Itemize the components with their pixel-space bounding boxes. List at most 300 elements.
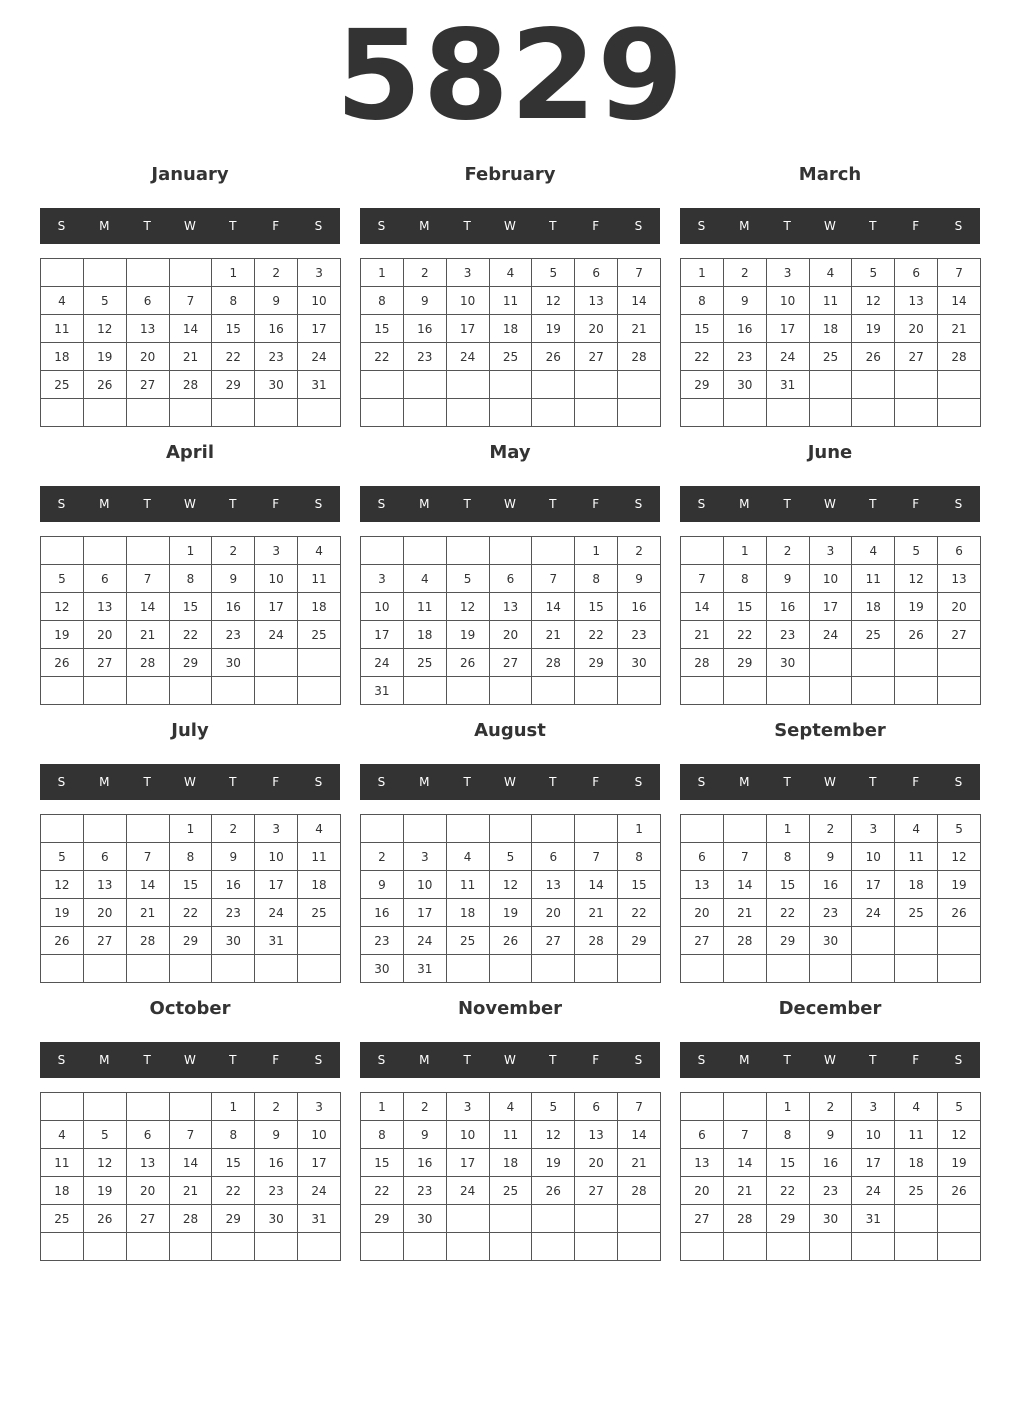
empty-day-cell	[83, 259, 126, 287]
day-cell: 5	[895, 537, 938, 565]
empty-day-cell	[361, 1233, 404, 1261]
week-row	[361, 565, 661, 593]
day-cell: 30	[809, 927, 852, 955]
day-cell: 10	[852, 1121, 895, 1149]
week-row	[361, 287, 661, 315]
empty-day-cell	[361, 399, 404, 427]
day-cell: 31	[403, 955, 446, 983]
empty-day-cell	[809, 649, 852, 677]
day-cell: 4	[895, 815, 938, 843]
day-cell: 27	[575, 1177, 618, 1205]
day-cell: 25	[489, 343, 532, 371]
day-cell: 19	[852, 315, 895, 343]
day-cell: 20	[489, 621, 532, 649]
day-cell: 24	[852, 899, 895, 927]
day-cell: 28	[938, 343, 981, 371]
month-name: August	[474, 720, 546, 741]
week-row	[681, 1177, 981, 1205]
week-row	[41, 565, 341, 593]
day-cell: 7	[126, 565, 169, 593]
month-name: June	[807, 442, 853, 463]
week-row	[681, 565, 981, 593]
week-row	[681, 955, 981, 983]
day-cell: 21	[723, 899, 766, 927]
empty-day-cell	[403, 815, 446, 843]
day-cell: 9	[403, 1121, 446, 1149]
day-cell: 23	[403, 343, 446, 371]
weekday-label: T	[463, 1053, 471, 1067]
empty-day-cell	[403, 371, 446, 399]
day-cell: 14	[723, 871, 766, 899]
day-cell: 26	[446, 649, 489, 677]
day-cell: 24	[852, 1177, 895, 1205]
week-row	[41, 677, 341, 705]
empty-day-cell	[852, 649, 895, 677]
month-name: October	[149, 998, 231, 1019]
day-cell: 12	[41, 593, 84, 621]
day-cell: 1	[766, 815, 809, 843]
day-cell: 14	[723, 1149, 766, 1177]
day-cell: 11	[298, 565, 341, 593]
day-cell: 25	[41, 371, 84, 399]
day-cell: 16	[618, 593, 661, 621]
weekday-label: T	[549, 497, 557, 511]
day-cell: 7	[169, 287, 212, 315]
day-cell: 30	[723, 371, 766, 399]
weekday-label: W	[824, 497, 836, 511]
empty-day-cell	[489, 1233, 532, 1261]
empty-day-cell	[83, 399, 126, 427]
empty-day-cell	[766, 955, 809, 983]
day-cell: 14	[532, 593, 575, 621]
day-cell: 15	[361, 315, 404, 343]
day-cell: 19	[938, 1149, 981, 1177]
weekday-label: M	[739, 219, 750, 233]
empty-day-cell	[212, 677, 255, 705]
month-september	[680, 716, 980, 996]
week-row	[361, 1121, 661, 1149]
empty-day-cell	[618, 677, 661, 705]
day-cell: 30	[255, 371, 298, 399]
day-cell: 7	[618, 1093, 661, 1121]
day-cell: 1	[212, 1093, 255, 1121]
day-cell: 22	[212, 343, 255, 371]
day-cell: 21	[723, 1177, 766, 1205]
day-cell: 21	[618, 315, 661, 343]
empty-day-cell	[446, 677, 489, 705]
day-cell: 27	[83, 927, 126, 955]
weekday-label: M	[739, 1053, 750, 1067]
day-cell: 26	[895, 621, 938, 649]
day-cell: 22	[212, 1177, 255, 1205]
day-cell: 5	[83, 287, 126, 315]
day-cell: 20	[126, 1177, 169, 1205]
day-cell: 24	[298, 1177, 341, 1205]
empty-day-cell	[83, 815, 126, 843]
day-cell: 23	[255, 343, 298, 371]
day-cell: 25	[809, 343, 852, 371]
day-cell: 19	[532, 1149, 575, 1177]
day-cell: 2	[212, 815, 255, 843]
day-cell: 30	[212, 649, 255, 677]
day-cell: 5	[83, 1121, 126, 1149]
day-cell: 1	[169, 537, 212, 565]
day-cell: 22	[618, 899, 661, 927]
weekday-label: M	[99, 775, 110, 789]
empty-day-cell	[298, 399, 341, 427]
day-cell: 12	[489, 871, 532, 899]
week-row	[681, 1149, 981, 1177]
day-cell: 28	[723, 927, 766, 955]
empty-day-cell	[809, 955, 852, 983]
day-cell: 30	[361, 955, 404, 983]
week-row	[41, 815, 341, 843]
day-cell: 13	[126, 315, 169, 343]
weekday-label: S	[954, 497, 963, 511]
day-cell: 22	[361, 1177, 404, 1205]
day-cell: 8	[212, 287, 255, 315]
month-august	[360, 716, 660, 996]
day-cell: 26	[852, 343, 895, 371]
weekday-header	[40, 1042, 340, 1078]
day-cell: 7	[532, 565, 575, 593]
day-cell: 29	[212, 1205, 255, 1233]
empty-day-cell	[895, 677, 938, 705]
weekday-label: F	[272, 1053, 280, 1067]
day-cell: 19	[446, 621, 489, 649]
day-cell: 23	[809, 1177, 852, 1205]
day-cell: 9	[212, 565, 255, 593]
day-cell: 15	[212, 1149, 255, 1177]
month-november	[360, 994, 660, 1274]
day-cell: 7	[169, 1121, 212, 1149]
week-row	[361, 899, 661, 927]
day-cell: 14	[126, 871, 169, 899]
day-cell: 12	[83, 1149, 126, 1177]
day-cell: 8	[766, 1121, 809, 1149]
day-cell: 19	[938, 871, 981, 899]
week-row	[41, 927, 341, 955]
weekday-label: T	[143, 1053, 151, 1067]
weekday-label: T	[229, 1053, 237, 1067]
day-grid	[680, 1092, 981, 1261]
day-cell: 21	[169, 1177, 212, 1205]
empty-day-cell	[212, 955, 255, 983]
empty-day-cell	[852, 677, 895, 705]
day-cell: 14	[169, 315, 212, 343]
week-row	[41, 537, 341, 565]
day-cell: 2	[212, 537, 255, 565]
empty-day-cell	[681, 537, 724, 565]
day-cell: 1	[361, 1093, 404, 1121]
day-cell: 10	[403, 871, 446, 899]
weekday-label: T	[463, 497, 471, 511]
week-row	[41, 343, 341, 371]
weekday-label: S	[377, 1053, 386, 1067]
day-cell: 6	[938, 537, 981, 565]
day-cell: 11	[895, 843, 938, 871]
empty-day-cell	[489, 677, 532, 705]
day-cell: 18	[809, 315, 852, 343]
month-july	[40, 716, 340, 996]
day-cell: 17	[298, 315, 341, 343]
day-cell: 7	[681, 565, 724, 593]
empty-day-cell	[618, 1233, 661, 1261]
empty-day-cell	[723, 815, 766, 843]
day-cell: 3	[255, 537, 298, 565]
day-cell: 11	[403, 593, 446, 621]
day-cell: 14	[575, 871, 618, 899]
day-cell: 21	[618, 1149, 661, 1177]
empty-day-cell	[532, 955, 575, 983]
weekday-label: T	[143, 497, 151, 511]
week-row	[361, 1093, 661, 1121]
empty-day-cell	[575, 1205, 618, 1233]
empty-day-cell	[895, 399, 938, 427]
day-cell: 22	[361, 343, 404, 371]
month-name: April	[165, 442, 215, 463]
day-cell: 3	[809, 537, 852, 565]
day-cell: 6	[489, 565, 532, 593]
year-title: 5829	[335, 4, 685, 148]
weekday-label: M	[99, 219, 110, 233]
day-cell: 18	[489, 1149, 532, 1177]
day-cell: 11	[489, 1121, 532, 1149]
day-cell: 9	[361, 871, 404, 899]
day-cell: 3	[852, 1093, 895, 1121]
day-grid	[40, 814, 341, 983]
day-cell: 15	[169, 871, 212, 899]
empty-day-cell	[41, 815, 84, 843]
day-cell: 15	[575, 593, 618, 621]
weekday-label: W	[184, 1053, 196, 1067]
empty-day-cell	[126, 399, 169, 427]
day-cell: 17	[852, 871, 895, 899]
day-cell: 16	[809, 1149, 852, 1177]
day-cell: 13	[938, 565, 981, 593]
week-row	[41, 955, 341, 983]
day-cell: 7	[618, 259, 661, 287]
day-cell: 4	[895, 1093, 938, 1121]
day-cell: 1	[766, 1093, 809, 1121]
empty-day-cell	[895, 1233, 938, 1261]
day-cell: 27	[938, 621, 981, 649]
day-cell: 27	[681, 927, 724, 955]
empty-day-cell	[169, 1093, 212, 1121]
day-cell: 31	[255, 927, 298, 955]
day-grid	[40, 536, 341, 705]
day-cell: 17	[255, 871, 298, 899]
day-cell: 10	[361, 593, 404, 621]
day-cell: 5	[532, 1093, 575, 1121]
day-cell: 26	[489, 927, 532, 955]
day-cell: 6	[83, 843, 126, 871]
weekday-label: F	[912, 497, 920, 511]
day-cell: 12	[938, 843, 981, 871]
day-cell: 3	[255, 815, 298, 843]
day-cell: 14	[169, 1149, 212, 1177]
empty-day-cell	[681, 677, 724, 705]
day-cell: 9	[403, 287, 446, 315]
weekday-header	[40, 764, 340, 800]
empty-day-cell	[852, 399, 895, 427]
weekday-label: T	[869, 775, 877, 789]
day-cell: 30	[618, 649, 661, 677]
day-cell: 18	[895, 871, 938, 899]
day-cell: 15	[618, 871, 661, 899]
empty-day-cell	[41, 399, 84, 427]
week-row	[361, 1177, 661, 1205]
day-cell: 15	[169, 593, 212, 621]
empty-day-cell	[126, 1233, 169, 1261]
empty-day-cell	[895, 649, 938, 677]
day-cell: 29	[212, 371, 255, 399]
week-row	[41, 621, 341, 649]
weekday-label: W	[184, 775, 196, 789]
day-cell: 31	[852, 1205, 895, 1233]
day-cell: 13	[575, 287, 618, 315]
empty-day-cell	[532, 371, 575, 399]
day-cell: 8	[169, 843, 212, 871]
week-row	[681, 649, 981, 677]
day-cell: 22	[169, 621, 212, 649]
day-cell: 19	[489, 899, 532, 927]
day-cell: 18	[41, 343, 84, 371]
day-cell: 23	[361, 927, 404, 955]
day-cell: 9	[255, 287, 298, 315]
weekday-label: T	[143, 775, 151, 789]
weekday-label: S	[697, 1053, 706, 1067]
empty-day-cell	[618, 1205, 661, 1233]
empty-day-cell	[169, 259, 212, 287]
day-cell: 3	[403, 843, 446, 871]
day-cell: 2	[403, 1093, 446, 1121]
day-cell: 24	[766, 343, 809, 371]
day-cell: 19	[41, 899, 84, 927]
day-cell: 10	[255, 565, 298, 593]
day-cell: 5	[532, 259, 575, 287]
empty-day-cell	[681, 1093, 724, 1121]
day-cell: 8	[361, 1121, 404, 1149]
day-cell: 14	[681, 593, 724, 621]
day-cell: 18	[298, 871, 341, 899]
day-cell: 9	[809, 1121, 852, 1149]
weekday-label: S	[377, 497, 386, 511]
day-cell: 24	[446, 343, 489, 371]
empty-day-cell	[403, 537, 446, 565]
weekday-label: T	[549, 775, 557, 789]
day-cell: 26	[41, 649, 84, 677]
day-cell: 18	[852, 593, 895, 621]
day-cell: 11	[809, 287, 852, 315]
empty-day-cell	[41, 955, 84, 983]
day-cell: 2	[403, 259, 446, 287]
empty-day-cell	[298, 1233, 341, 1261]
weekday-header	[360, 1042, 660, 1078]
day-cell: 16	[361, 899, 404, 927]
day-grid	[680, 258, 981, 427]
week-row	[681, 815, 981, 843]
empty-day-cell	[895, 955, 938, 983]
empty-day-cell	[361, 371, 404, 399]
weekday-label: T	[869, 219, 877, 233]
month-december	[680, 994, 980, 1274]
day-cell: 10	[809, 565, 852, 593]
day-cell: 2	[809, 815, 852, 843]
day-cell: 1	[169, 815, 212, 843]
day-cell: 30	[766, 649, 809, 677]
weekday-label: W	[824, 219, 836, 233]
empty-day-cell	[532, 537, 575, 565]
day-cell: 13	[575, 1121, 618, 1149]
week-row	[681, 677, 981, 705]
empty-day-cell	[618, 371, 661, 399]
weekday-label: S	[697, 497, 706, 511]
month-name: September	[774, 720, 886, 741]
weekday-label: S	[57, 775, 66, 789]
weekday-label: S	[697, 775, 706, 789]
day-cell: 16	[255, 1149, 298, 1177]
day-cell: 20	[83, 899, 126, 927]
day-cell: 20	[681, 899, 724, 927]
day-cell: 8	[169, 565, 212, 593]
day-cell: 21	[532, 621, 575, 649]
day-cell: 26	[83, 371, 126, 399]
weekday-label: S	[954, 775, 963, 789]
day-cell: 16	[809, 871, 852, 899]
empty-day-cell	[361, 537, 404, 565]
day-cell: 6	[83, 565, 126, 593]
empty-day-cell	[895, 927, 938, 955]
day-cell: 20	[895, 315, 938, 343]
weekday-label: F	[912, 775, 920, 789]
weekday-label: S	[634, 1053, 643, 1067]
day-cell: 11	[852, 565, 895, 593]
day-cell: 14	[618, 1121, 661, 1149]
weekday-label: M	[419, 775, 430, 789]
day-cell: 16	[212, 593, 255, 621]
day-cell: 27	[575, 343, 618, 371]
day-cell: 3	[852, 815, 895, 843]
day-cell: 31	[298, 371, 341, 399]
day-cell: 12	[938, 1121, 981, 1149]
day-cell: 17	[255, 593, 298, 621]
week-row	[681, 259, 981, 287]
weekday-label: S	[634, 497, 643, 511]
weekday-label: M	[419, 497, 430, 511]
day-cell: 19	[83, 343, 126, 371]
empty-day-cell	[852, 1233, 895, 1261]
day-cell: 20	[575, 315, 618, 343]
day-cell: 29	[618, 927, 661, 955]
week-row	[361, 371, 661, 399]
week-row	[681, 371, 981, 399]
day-cell: 5	[446, 565, 489, 593]
day-cell: 11	[41, 315, 84, 343]
weekday-label: W	[504, 219, 516, 233]
weekday-label: S	[314, 1053, 323, 1067]
month-name: December	[778, 998, 882, 1019]
weekday-label: T	[783, 497, 791, 511]
day-cell: 18	[41, 1177, 84, 1205]
empty-day-cell	[618, 955, 661, 983]
empty-day-cell	[255, 649, 298, 677]
weekday-label: S	[314, 775, 323, 789]
day-cell: 2	[766, 537, 809, 565]
week-row	[361, 1233, 661, 1261]
day-cell: 28	[618, 343, 661, 371]
day-cell: 7	[938, 259, 981, 287]
